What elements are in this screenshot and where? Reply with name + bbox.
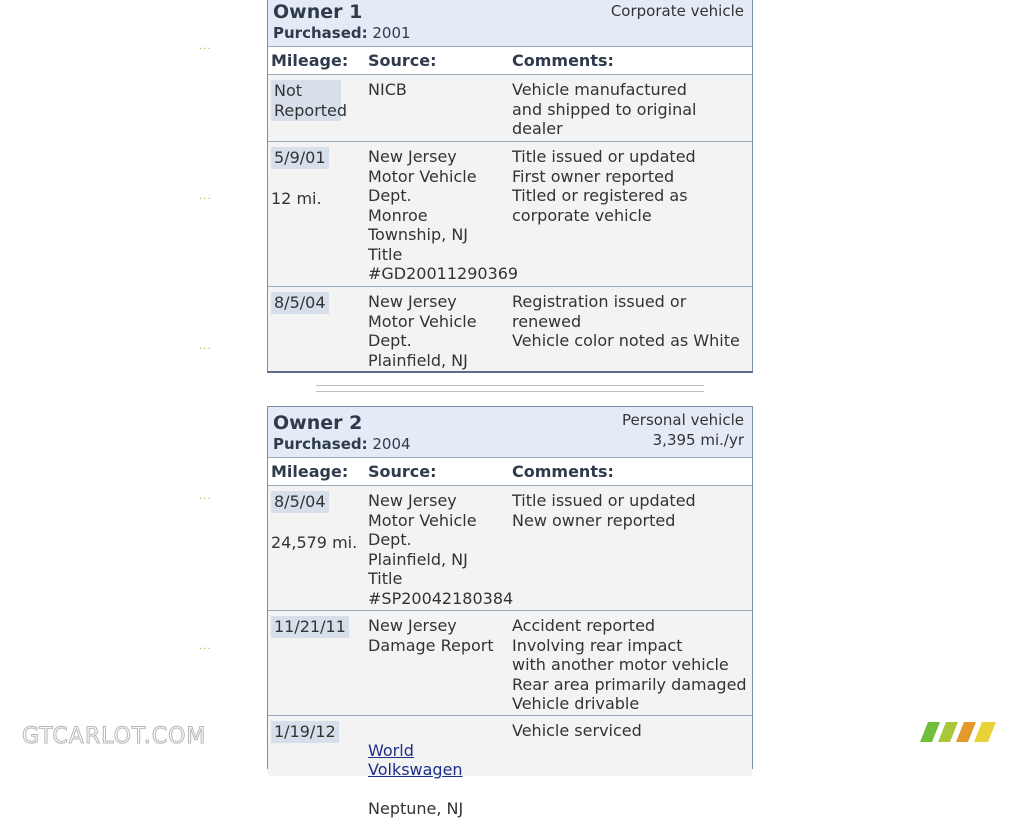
miles-per-year: 3,395 mi./yr: [652, 431, 744, 449]
stripes-logo-icon: [920, 720, 1000, 744]
mileage-header: Mileage:: [271, 462, 349, 481]
purchased-year: 2001: [372, 24, 411, 42]
purchased-label: Purchased:: [273, 24, 368, 42]
date-badge: 11/21/11: [271, 616, 349, 638]
date-badge: 8/5/04: [271, 491, 329, 513]
owner-title: Owner 1: [273, 1, 363, 23]
date-cell: [271, 616, 349, 638]
history-row: [268, 611, 752, 716]
source-cell: New Jersey Motor Vehicle Dept. Plainfield, NJ Title #SP20042180384: [368, 491, 514, 608]
comments-cell: Vehicle serviced: [512, 721, 642, 740]
owner-vehicle-type: [622, 410, 744, 450]
date-badge: Not Reported: [271, 80, 341, 121]
date-cell: [271, 80, 348, 121]
history-row: [268, 142, 752, 287]
dealer-link[interactable]: World Volkswagen: [368, 740, 463, 779]
source-header: Source:: [368, 462, 437, 481]
comments-cell: Title issued or updated First owner reported Titled or registered as corporate vehicle: [512, 147, 696, 225]
history-row: [268, 75, 752, 142]
owner-1-header: [268, 0, 752, 47]
date-cell: [271, 292, 329, 314]
purchased-line: [273, 24, 411, 42]
owner-separator: [316, 385, 704, 392]
source-header: Source:: [368, 51, 437, 70]
date-badge: 5/9/01: [271, 147, 329, 169]
source-cell: [368, 721, 463, 819]
history-row: [268, 486, 752, 611]
mileage-value: 12 mi.: [271, 188, 322, 208]
owner-2-header: [268, 407, 752, 458]
date-badge: 8/5/04: [271, 292, 329, 314]
owner-title: Owner 2: [273, 412, 363, 434]
owner-vehicle-type: Corporate vehicle: [610, 2, 744, 20]
bullet-dots: ···: [199, 494, 212, 505]
source-cell: New Jersey Motor Vehicle Dept. Plainfield, NJ: [368, 292, 477, 370]
date-cell: [271, 721, 339, 743]
bullet-dots: ···: [199, 44, 212, 55]
source-cell: New Jersey Motor Vehicle Dept. Monroe Township, NJ Title #GD20011290369: [368, 147, 519, 283]
bullet-dots: ···: [199, 344, 212, 355]
column-header-row: [268, 458, 752, 486]
comments-header: Comments:: [512, 51, 614, 70]
mileage-header: Mileage:: [271, 51, 349, 70]
purchased-line: [273, 435, 411, 453]
comments-cell: Title issued or updated New owner reported: [512, 491, 696, 530]
comments-header: Comments:: [512, 462, 614, 481]
comments-cell: Vehicle manufactured and shipped to original dealer: [512, 80, 697, 138]
vehicle-type-text: Personal vehicle: [622, 411, 744, 429]
date-cell: [271, 147, 329, 208]
mileage-value: 24,579 mi.: [271, 532, 358, 552]
owner-1-card: [267, 0, 753, 373]
comments-cell: Accident reported Involving rear impact with another motor vehicle Rear area primarily damaged Vehicle drivable: [512, 616, 747, 713]
source-cell: New Jersey Damage Report: [368, 616, 494, 655]
owner-2-card: [267, 406, 753, 818]
history-row: [268, 287, 752, 371]
source-location: Neptune, NJ: [368, 799, 464, 818]
date-badge: 1/19/12: [271, 721, 339, 743]
column-header-row: [268, 47, 752, 75]
bullet-dots: ···: [199, 194, 212, 205]
comments-cell: Registration issued or renewed Vehicle color noted as White: [512, 292, 740, 350]
bullet-dots: ···: [199, 644, 212, 655]
source-cell: NICB: [368, 80, 407, 99]
purchased-year: 2004: [372, 435, 411, 453]
purchased-label: Purchased:: [273, 435, 368, 453]
history-row: [268, 716, 752, 818]
date-cell: [271, 491, 357, 552]
watermark-text: GTCARLOT.COM: [22, 724, 207, 749]
